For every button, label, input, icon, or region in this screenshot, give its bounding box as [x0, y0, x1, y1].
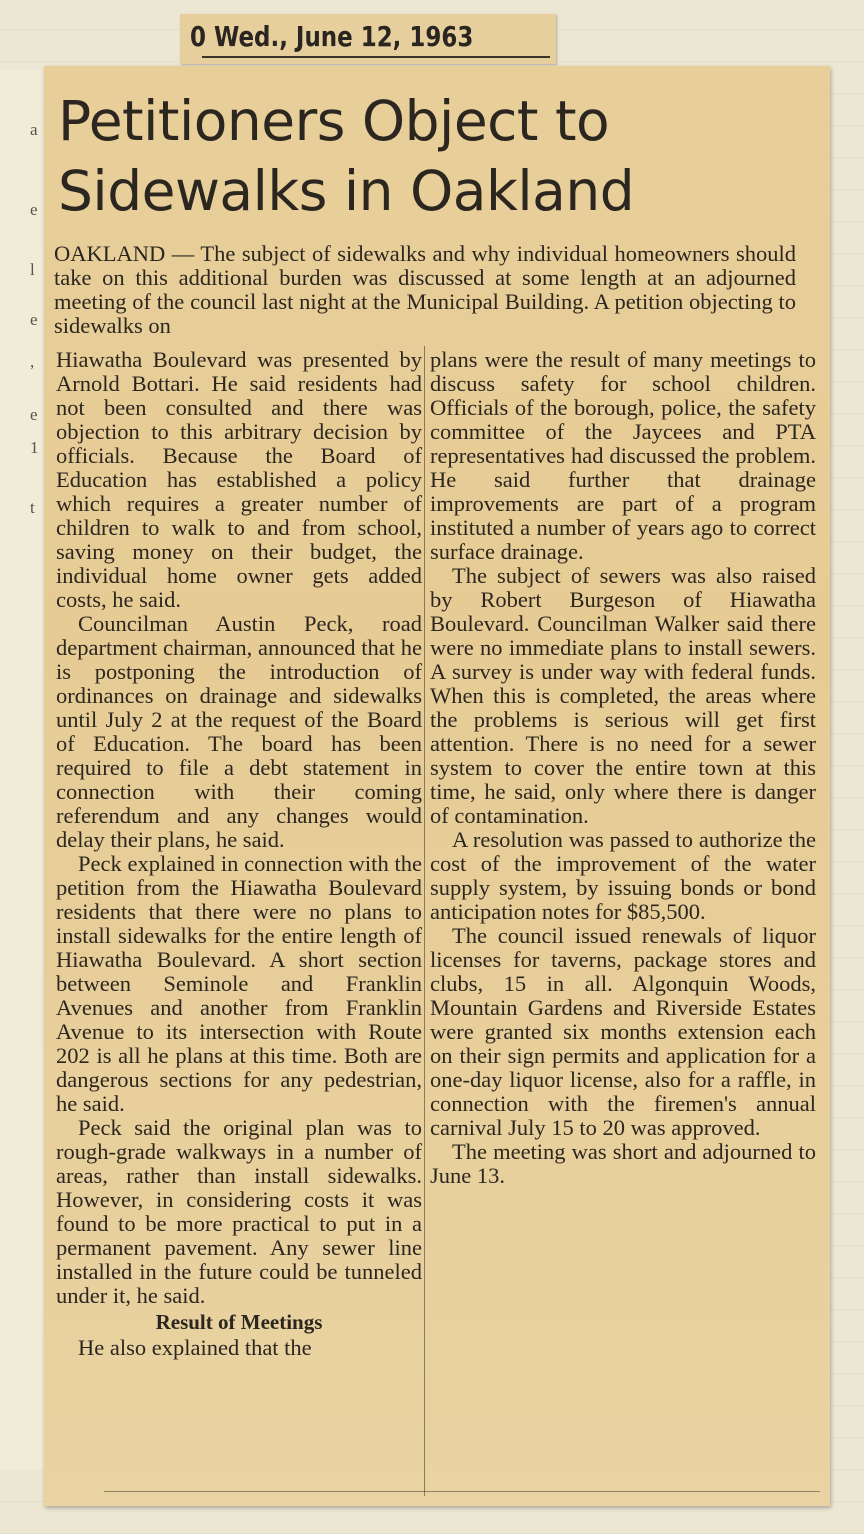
- paragraph: Peck said the original plan was to rough-grade walkways in a number of areas, rather than install sidewalks. However, in considering costs it was found to be more practical to put in a permanent pavement. Any sewer line installed in the future could be tunneled under it, he said.: [56, 1115, 422, 1308]
- margin-fragment: e: [30, 310, 38, 329]
- paragraph: Hiawatha Boulevard was presented by Arnold Bottari. He said residents had not been consulted and there was objection to this arbitrary decision by officials. Because the Board of Education has established a policy which requires a greater number of children to walk to and from school, saving money on their budget, the individual home owner gets added costs, he said.: [56, 347, 422, 612]
- adjacent-page-margin: [0, 70, 48, 1470]
- paragraph: A resolution was passed to authorize the cost of the improvement of the water supply system, by issuing bonds or bond anticipation notes for $85,500.: [430, 827, 816, 924]
- paragraph: The council issued renewals of liquor licenses for taverns, package stores and clubs, 15 in all. Algonquin Woods, Mountain Gardens and Riverside Estates were granted six months extension each on their sign permits and application for a one-day liquor license, also for a raffle, in connection with the firemen's annual carnival July 15 to 20 was approved.: [430, 923, 816, 1140]
- date-line: 0 Wed., June 12, 1963: [190, 20, 474, 53]
- article-column-1: [56, 348, 422, 1360]
- paragraph: plans were the result of many meetings to discuss safety for school children. Officials of the borough, police, the safety committee of the Jaycees and PTA representatives had discussed the problem. He said further that drainage improvements are part of a program instituted a number of years ago to correct surface drainage.: [430, 347, 816, 564]
- margin-fragment: t: [30, 498, 35, 517]
- margin-fragment: ,: [30, 352, 35, 371]
- paragraph: The meeting was short and adjourned to June 13.: [430, 1139, 816, 1188]
- lede-paragraph: OAKLAND — The subject of sidewalks and why individual homeowners should take on this additional burden was discussed at some length at an adjourned meeting of the council last night at the Municipal Building. A petition objecting to sidewalks on: [54, 241, 796, 338]
- margin-fragment: 1: [30, 438, 39, 457]
- paragraph: The subject of sewers was also raised by Robert Burgeson of Hiawatha Boulevard. Councilman Walker said there were no immediate plans to install sewers. A survey is under way with federal funds. When this is completed, the areas where the problems is serious will get first attention. There is no need for a sewer system to cover the entire town at this time, he said, only where there is danger of contamination.: [430, 563, 816, 828]
- margin-fragment: e: [30, 200, 38, 219]
- margin-fragment: e: [30, 405, 38, 424]
- paragraph: He also explained that the: [78, 1335, 312, 1360]
- subheading: Result of Meetings: [155, 1310, 323, 1334]
- paragraph: Peck explained in connection with the petition from the Hiawatha Boulevard residents that there were no plans to install sidewalks for the entire length of Hiawatha Boulevard. A short section between Seminole and Franklin Avenues and another from Franklin Avenue to its intersection with Route 202 is all he plans at this time. Both are dangerous sections for any pedestrian, he said.: [56, 851, 422, 1116]
- margin-fragment: l: [30, 260, 35, 279]
- article-column-2: [430, 348, 816, 1188]
- newspaper-clipping: [44, 66, 830, 1506]
- headline: Petitioners Object to Sidewalks in Oakland: [58, 89, 635, 223]
- bottom-rule: [104, 1491, 820, 1492]
- paragraph: Councilman Austin Peck, road department chairman, announced that he is postponing the introduction of ordinances on drainage and sidewalks until July 2 at the request of the Board of Education. The board has been required to file a debt statement in connection with their coming referendum and any changes would delay their plans, he said.: [56, 611, 422, 852]
- date-underline: [202, 56, 550, 58]
- margin-fragment: a: [30, 120, 38, 139]
- date-clipping: [180, 14, 556, 64]
- column-divider: [424, 346, 425, 1496]
